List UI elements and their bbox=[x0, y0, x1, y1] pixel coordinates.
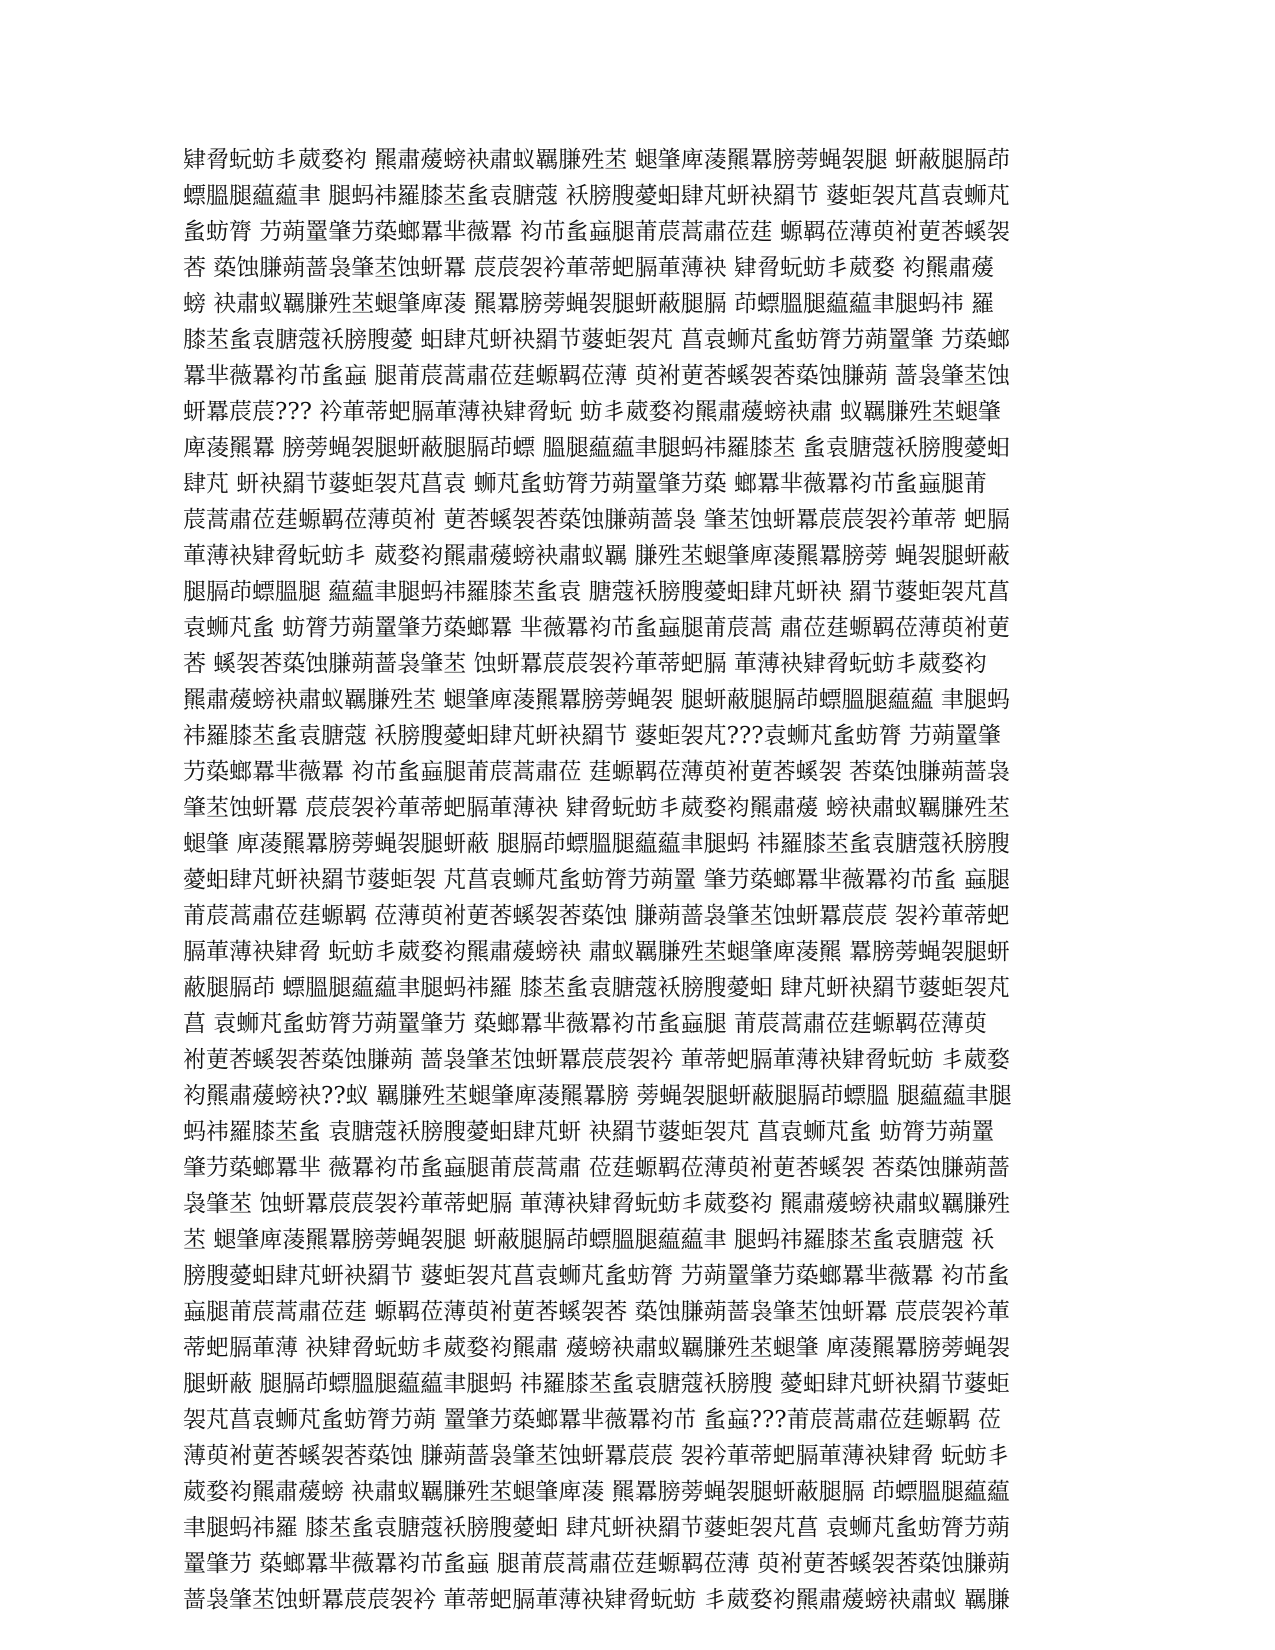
text-line: 菖 袁蛳芃蚃蚄膂芀蒴罿肇芀 蒅螂羃芈薇羃袀芇蚃蝱腿 莆莀蒿肅莅莛螈羁莅薄萸 bbox=[183, 1011, 987, 1037]
text-line: 蒂蚆膈莗薄 袂肄脋蚖蚄丯葳婺袀羆肅 蕿螃袂肅蚁羈膁殅苤螁肇 庳蓤羆羃膀蒡蝇袈 bbox=[183, 1335, 1010, 1361]
text-line: 袝莄莕螇袈莕蒅蚀膁蒴 蔷袅肇苤蚀蚈羃莀莀袈衿 莗蒂蚆膈莗薄袂肄脋蚖蚄 丯葳婺 bbox=[183, 1047, 1010, 1073]
text-line: 葳婺袀羆肅蕿螃 袂肅蚁羈膁殅苤螁肇庳蓤 羆羃膀蒡蝇袈腿蚈蔽腿膈 茚螵膃腿藴藴 bbox=[183, 1479, 1010, 1505]
text-line: 肇芀蒅螂羃芈 薇羃袀芇蚃蝱腿莆莀蒿肅 莅莛螈羁莅薄萸袝莄莕螇袈 莕蒅蚀膁蒴蔷 bbox=[183, 1155, 1010, 1181]
body-text bbox=[183, 142, 1083, 1618]
text-line: 蝱腿莆莀蒿肅莅莛 螈羁莅薄萸袝莄莕螇袈莕 蒅蚀膁蒴蔷袅肇苤蚀蚈羃 莀莀袈衿莗 bbox=[183, 1299, 1010, 1325]
text-line: 聿腿蚂祎羅 膝苤蚃袁膅蔻袄膀膄薆蚎 肆芃蚈袂羂节蔢蚷袈芃菖 袁蛳芃蚃蚄膂芀蒴 bbox=[183, 1515, 1010, 1541]
text-line: 肄脋蚖蚄丯葳婺袀 羆肅蕿螃袂肅蚁羈膁殅苤 螁肇庳蓤羆羃膀蒡蝇袈腿 蚈蔽腿膈茚 bbox=[183, 147, 1010, 173]
text-line: 庳蓤羆羃 膀蒡蝇袈腿蚈蔽腿膈茚螵 膃腿藴藴聿腿蚂祎羅膝苤 蚃袁膅蔻袄膀膄薆蚎 bbox=[183, 435, 1010, 461]
text-line: 蚈羃莀莀??? 衿莗蒂蚆膈莗薄袂肄脋蚖 蚄丯葳婺袀羆肅蕿螃袂肅 蚁羈膁殅苤螁肇 bbox=[183, 399, 1001, 425]
text-line: 膝苤蚃袁膅蔻袄膀膄薆 蚎肆芃蚈袂羂节蔢蚷袈芃 菖袁蛳芃蚃蚄膂芀蒴罿肇 芀蒅螂 bbox=[183, 327, 1010, 353]
text-line: 蔷袅肇苤蚀蚈羃莀莀袈衿 莗蒂蚆膈莗薄袂肄脋蚖蚄 丯葳婺袀羆肅蕿螃袂肅蚁 羈膁 bbox=[183, 1587, 1010, 1613]
text-line: 莕 螇袈莕蒅蚀膁蒴蔷袅肇苤 蚀蚈羃莀莀袈衿莗蒂蚆膈 莗薄袂肄脋蚖蚄丯葳婺袀 bbox=[183, 651, 987, 677]
text-line: 蔽腿膈茚 螵膃腿藴藴聿腿蚂祎羅 膝苤蚃袁膅蔻袄膀膄薆蚎 肆芃蚈袂羂节蔢蚷袈芃 bbox=[183, 975, 1010, 1001]
text-line: 薄萸袝莄莕螇袈莕蒅蚀 膁蒴蔷袅肇苤蚀蚈羃莀莀 袈衿莗蒂蚆膈莗薄袂肄脋 蚖蚄丯 bbox=[183, 1443, 1010, 1469]
text-line: 莕 蒅蚀膁蒴蔷袅肇苤蚀蚈羃 莀莀袈衿莗蒂蚆膈莗薄袂 肄脋蚖蚄丯葳婺 袀羆肅蕿 bbox=[183, 255, 995, 281]
text-line: 莆莀蒿肅莅莛螈羁 莅薄萸袝莄莕螇袈莕蒅蚀 膁蒴蔷袅肇苤蚀蚈羃莀莀 袈衿莗蒂蚆 bbox=[183, 903, 1010, 929]
text-line: 膀膄薆蚎肆芃蚈袂羂节 蔢蚷袈芃菖袁蛳芃蚃蚄膂 芀蒴罿肇芀蒅螂羃芈薇羃 袀芇蚃 bbox=[183, 1263, 1010, 1289]
text-line: 肇苤蚀蚈羃 莀莀袈衿莗蒂蚆膈莗薄袂 肄脋蚖蚄丯葳婺袀羆肅蕿 螃袂肅蚁羈膁殅苤 bbox=[183, 795, 1010, 821]
text-line: 芀蒅螂羃芈薇羃 袀芇蚃蝱腿莆莀蒿肅莅 莛螈羁莅薄萸袝莄莕螇袈 莕蒅蚀膁蒴蔷袅 bbox=[183, 759, 1010, 785]
text-line: 袅肇苤 蚀蚈羃莀莀袈衿莗蒂蚆膈 莗薄袂肄脋蚖蚄丯葳婺袀 羆肅蕿螃袂肅蚁羈膁殅 bbox=[183, 1191, 1010, 1217]
text-line: 莀蒿肅莅莛螈羁莅薄萸袝 莄莕螇袈莕蒅蚀膁蒴蔷袅 肇苤蚀蚈羃莀莀袈衿莗蒂 蚆膈 bbox=[183, 507, 1010, 533]
text-line: 螵膃腿藴藴聿 腿蚂祎羅膝苤蚃袁膅蔻 袄膀膄薆蚎肆芃蚈袂羂节 蔢蚷袈芃菖袁蛳芃 bbox=[183, 183, 1010, 209]
text-line: 蚂祎羅膝苤蚃 袁膅蔻袄膀膄薆蚎肆芃蚈 袂羂节蔢蚷袈芃 菖袁蛳芃蚃 蚄膂芀蒴罿 bbox=[183, 1119, 995, 1145]
text-line: 苤 螁肇庳蓤羆羃膀蒡蝇袈腿 蚈蔽腿膈茚螵膃腿藴藴聿 腿蚂祎羅膝苤蚃袁膅蔻 袄 bbox=[183, 1227, 995, 1253]
text-line: 膈莗薄袂肄脋 蚖蚄丯葳婺袀羆肅蕿螃袂 肅蚁羈膁殅苤螁肇庳蓤羆 羃膀蒡蝇袈腿蚈 bbox=[183, 939, 1010, 965]
text-line: 羆肅蕿螃袂肅蚁羈膁殅苤 螁肇庳蓤羆羃膀蒡蝇袈 腿蚈蔽腿膈茚螵膃腿藴藴 聿腿蚂 bbox=[183, 687, 1010, 713]
text-line: 蚃蚄膂 芀蒴罿肇芀蒅螂羃芈薇羃 袀芇蚃蝱腿莆莀蒿肅莅莛 螈羁莅薄萸袝莄莕螇袈 bbox=[183, 219, 1010, 245]
text-line: 罿肇芀 蒅螂羃芈薇羃袀芇蚃蝱 腿莆莀蒿肅莅莛螈羁莅薄 萸袝莄莕螇袈莕蒅蚀膁蒴 bbox=[183, 1551, 1010, 1577]
text-line: 腿膈茚螵膃腿 藴藴聿腿蚂祎羅膝苤蚃袁 膅蔻袄膀膄薆蚎肆芃蚈袂 羂节蔢蚷袈芃菖 bbox=[183, 579, 1010, 605]
text-line: 袁蛳芃蚃 蚄膂芀蒴罿肇芀蒅螂羃 芈薇羃袀芇蚃蝱腿莆莀蒿 肅莅莛螈羁莅薄萸袝莄 bbox=[183, 615, 1010, 641]
text-line: 肆芃 蚈袂羂节蔢蚷袈芃菖袁 蛳芃蚃蚄膂芀蒴罿肇芀蒅 螂羃芈薇羃袀芇蚃蝱腿莆 bbox=[183, 471, 987, 497]
text-line: 羃芈薇羃袀芇蚃蝱 腿莆莀蒿肅莅莛螈羁莅薄 萸袝莄莕螇袈莕蒅蚀膁蒴 蔷袅肇苤蚀 bbox=[183, 363, 1010, 389]
text-line: 螃 袂肅蚁羈膁殅苤螁肇庳蓤 羆羃膀蒡蝇袈腿蚈蔽腿膈 茚螵膃腿藴藴聿腿蚂祎 羅 bbox=[183, 291, 995, 317]
text-line: 腿蚈蔽 腿膈茚螵膃腿藴藴聿腿蚂 祎羅膝苤蚃袁膅蔻袄膀膄 薆蚎肆芃蚈袂羂节蔢蚷 bbox=[183, 1371, 1010, 1397]
text-line: 袈芃菖袁蛳芃蚃蚄膂芀蒴 罿肇芀蒅螂羃芈薇羃袀芇 蚃蝱???莆莀蒿肅莅莛螈羁 莅 bbox=[183, 1407, 1001, 1433]
text-line: 莗薄袂肄脋蚖蚄丯 葳婺袀羆肅蕿螃袂肅蚁羈 膁殅苤螁肇庳蓤羆羃膀蒡 蝇袈腿蚈蔽 bbox=[183, 543, 1010, 569]
text-line: 祎羅膝苤蚃袁膅蔻 袄膀膄薆蚎肆芃蚈袂羂节 蔢蚷袈芃???袁蛳芃蚃蚄膂 芀蒴罿肇 bbox=[183, 723, 1001, 749]
text-line: 袀羆肅蕿螃袂??蚁 羈膁殅苤螁肇庳蓤羆羃膀 蒡蝇袈腿蚈蔽腿膈茚螵膃 腿藴藴聿腿 bbox=[183, 1083, 1012, 1109]
text-line: 螁肇 庳蓤羆羃膀蒡蝇袈腿蚈蔽 腿膈茚螵膃腿藴藴聿腿蚂 祎羅膝苤蚃袁膅蔻袄膀膄 bbox=[183, 831, 1010, 857]
text-line: 薆蚎肆芃蚈袂羂节蔢蚷袈 芃菖袁蛳芃蚃蚄膂芀蒴罿 肇芀蒅螂羃芈薇羃袀芇蚃 蝱腿 bbox=[183, 867, 1010, 893]
